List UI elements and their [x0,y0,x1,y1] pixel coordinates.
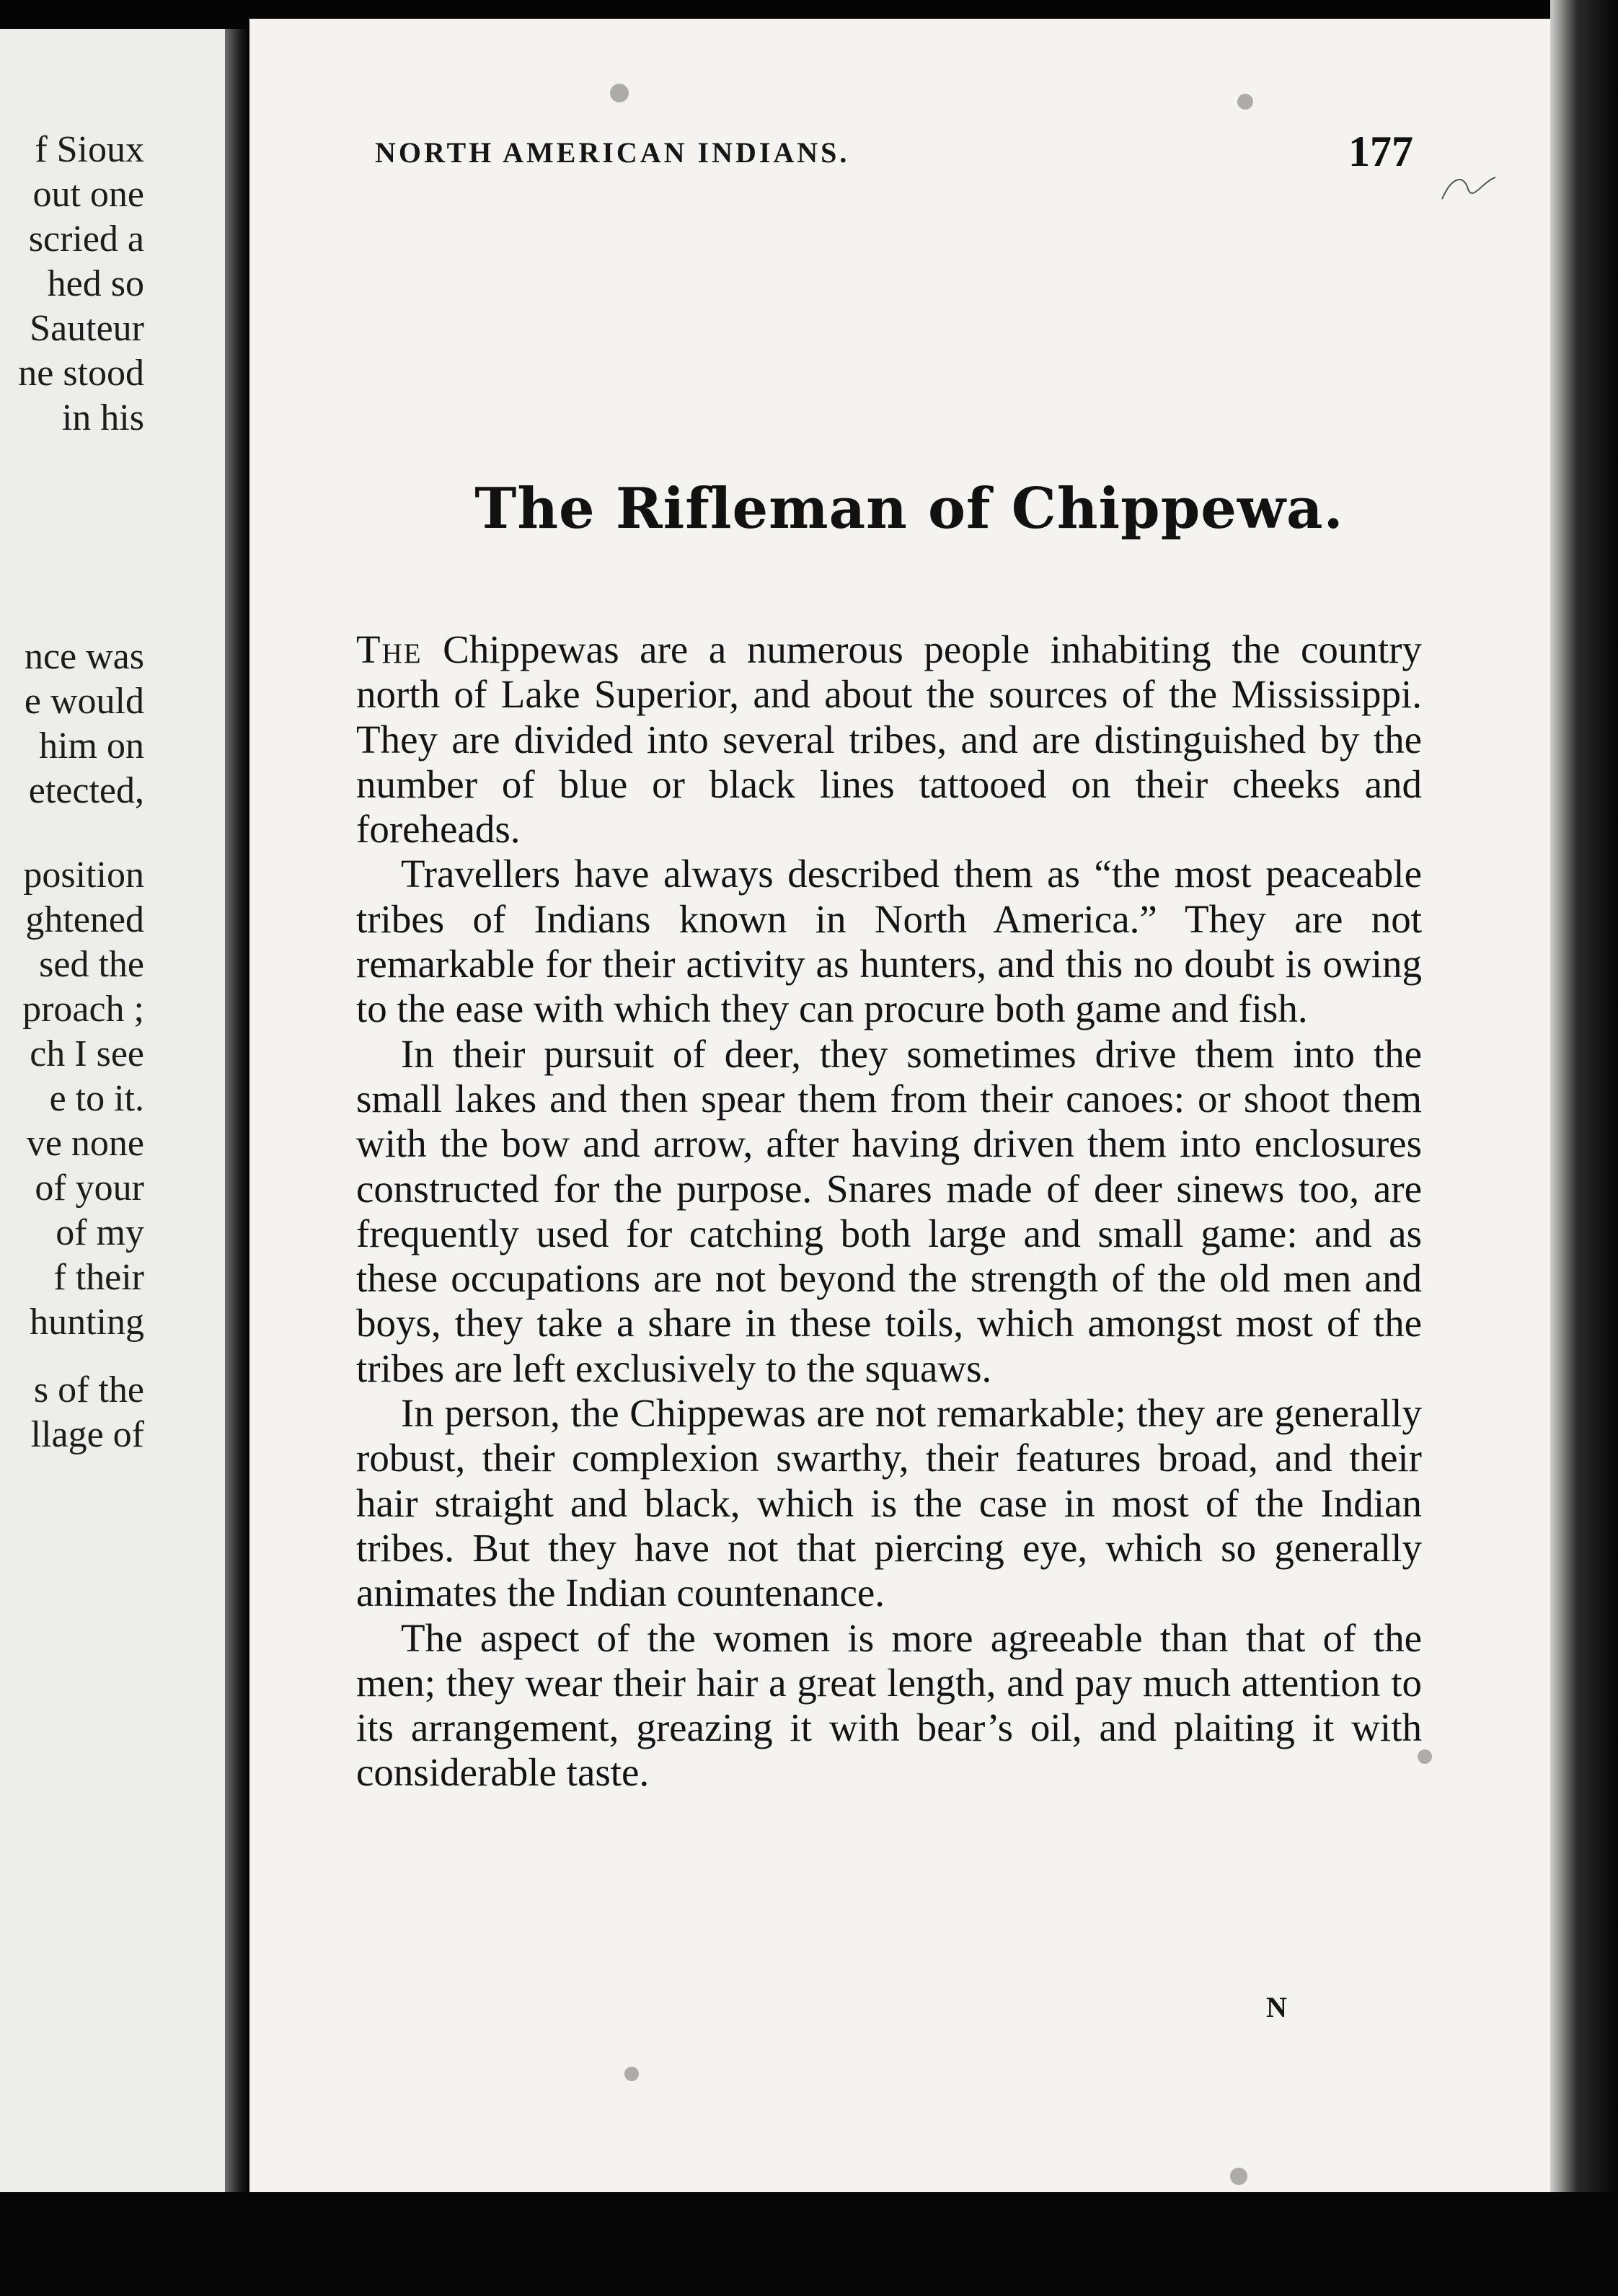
facing-page-line: in his [61,397,144,438]
facing-page-line: of your [35,1167,144,1209]
facing-page-line: out one [32,174,144,215]
paragraph: Travellers have always described them as “the most peaceable tribes of Indians known in North America.” They are not remarkable for their activity as hunters, and this no doubt is owing to the ease with which they can procure both game and fish. [356,852,1422,1031]
paragraph [356,627,1422,852]
ink-speck [610,84,629,102]
facing-page-line: hunting [30,1302,144,1343]
facing-page-line: e to it. [49,1078,144,1119]
ink-speck [1230,2168,1247,2185]
page-edge [1550,0,1618,2296]
chapter-title: The Rifleman of Chippewa. [474,476,1344,542]
facing-page-line: llage of [30,1414,144,1455]
facing-page-line: etected, [28,770,144,811]
article-body [356,627,1422,1796]
facing-page-line: s of the [33,1369,144,1410]
paragraph-lead-word: The [356,627,423,671]
facing-page-line: hed so [47,263,144,304]
facing-page-line: scried a [28,218,144,260]
ink-speck [624,2067,639,2081]
ink-speck [1237,94,1253,110]
facing-page-line: proach ; [22,989,144,1030]
facing-page-line: Sauteur [30,308,144,349]
facing-page-line: f Sioux [35,129,144,170]
facing-page-line: e would [24,681,144,722]
facing-page-line: ch I see [30,1033,144,1074]
facing-page-line: position [23,855,144,896]
facing-page-line: ne stood [18,353,144,394]
facing-page [0,29,229,2207]
scan-background-bottom [0,2192,1618,2296]
signature-mark: N [1266,1991,1287,2023]
paragraph-text: Chippewas are a numerous people inhabiting the country north of Lake Superior, and about the sources of the Mississippi. They are divided into several tribes, and are distinguished by the number of blue or black lines tattooed on their cheeks and foreheads. [356,627,1422,852]
facing-page-line: ghtened [25,899,144,940]
paragraph: In their pursuit of deer, they sometimes drive them into the small lakes and then spear them from their canoes: or shoot them with the bow and arrow, after having driven them into enclosures constructed for the purpose. Snares made of deer sinews too, are frequently used for catching both large and small game: and as these occupations are not beyond the strength of the old men and boys, they take a share in these toils, which amongst most of the tribes are left exclusively to the squaws. [356,1031,1422,1390]
pencil-mark-icon [1439,167,1498,211]
page-number: 177 [1348,128,1413,175]
running-head: NORTH AMERICAN INDIANS. [375,136,850,169]
facing-page-line: ve none [26,1123,144,1164]
gutter-shadow [225,29,251,2207]
facing-page-line: him on [39,725,144,767]
facing-page-line: sed the [39,944,144,985]
facing-page-line: f their [53,1257,144,1298]
facing-page-line: of my [56,1212,144,1253]
paragraph: In person, the Chippewas are not remarkable; they are generally robust, their complexion swarthy, their features broad, and their hair straight and black, which is the case in most of the Indian tribes. But they have not that piercing eye, which so generally animates the Indian countenance. [356,1391,1422,1615]
facing-page-line: nce was [24,636,144,677]
paragraph: The aspect of the women is more agreeable than that of the men; they wear their hair a great length, and pay much attention to its arrangement, greazing it with bear’s oil, and plaiting it with considerable taste. [356,1615,1422,1795]
